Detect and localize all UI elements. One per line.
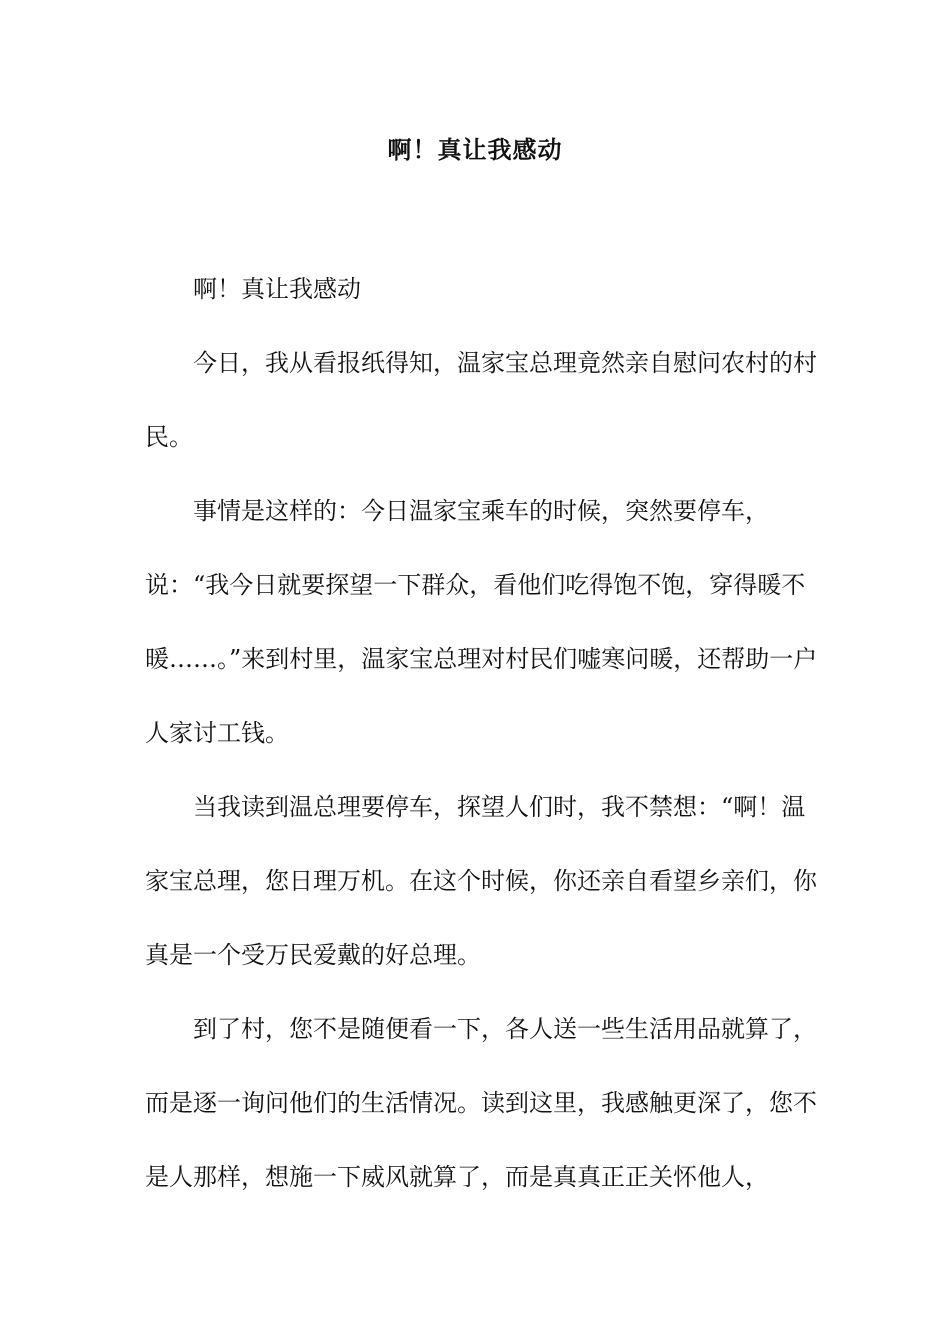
paragraph-heading: 啊！真让我感动: [193, 275, 361, 303]
document-body: [145, 252, 820, 1214]
paragraph: 事情是这样的：今日温家宝乘车的时候，突然要停车，说：“我今日就要探望一下群众，看他们吃得饱不饱，穿得暖不暖……。”来到村里，温家宝总理对村民们嘘寒问暖，还帮助一户人家讨工钱。: [145, 497, 818, 747]
paragraph: 到了村，您不是随便看一下，各人送一些生活用品就算了，而是逐一询问他们的生活情况。读到这里，我感触更深了，您不是人那样，想施一下威风就算了，而是真真正正关怀他人，: [145, 1015, 817, 1191]
document-title: 啊！真让我感动: [387, 135, 563, 164]
paragraph: 今日，我从看报纸得知，温家宝总理竟然亲自慰问农村的村民。: [145, 349, 817, 451]
paragraph: 当我读到温总理要停车，探望人们时，我不禁想：“啊！温家宝总理，您日理万机。在这个时候，你还亲自看望乡亲们，你真是一个受万民爱戴的好总理。: [145, 793, 817, 969]
